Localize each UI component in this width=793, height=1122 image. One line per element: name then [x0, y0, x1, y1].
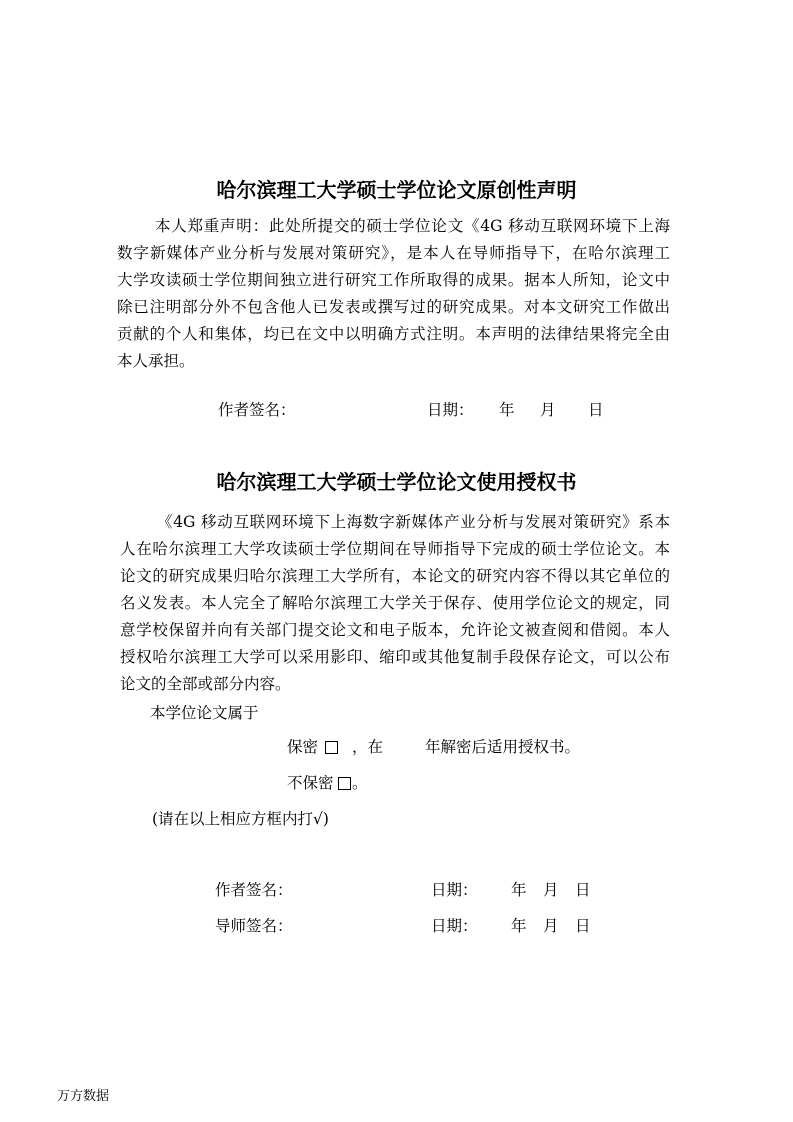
year-label: 年 — [499, 401, 515, 419]
year-label: 年 — [511, 917, 527, 935]
belongs-label: 本学位论文属于 — [150, 704, 259, 722]
year-label: 年 — [511, 881, 527, 899]
authorization-line: 论文的全部或部分内容。 — [120, 675, 291, 693]
month-label: 月 — [543, 917, 559, 935]
declaration-line: 数字新媒体产业分析与发展对策研究》，是本人在导师指导下，在哈尔滨理工 — [117, 244, 670, 262]
declaration-line: 本人郑重声明：此处所提交的硕士学位论文《4G 移动互联网环境下上海 — [155, 217, 670, 235]
authorization-line: 意学校保留并向有关部门提交论文和电子版本，允许论文被查阅和借阅。本人 — [120, 621, 670, 639]
day-label: 日 — [575, 917, 591, 935]
secret-tail-text: 年解密后适用授权书。 — [425, 738, 581, 756]
authorization-line: 授权哈尔滨理工大学可以采用影印、缩印或其他复制手段保存论文，可以公布 — [120, 648, 670, 666]
declaration-title: 哈尔滨理工大学硕士学位论文原创性声明 — [216, 178, 577, 202]
authorization-line: 《4G 移动互联网环境下上海数字新媒体产业分析与发展对策研究》系本 — [157, 513, 670, 531]
author-signature-label: 作者签名： — [215, 881, 293, 899]
instruction-text: (请在以上相应方框内打√) — [152, 810, 329, 828]
nonsecret-tail: 。 — [352, 774, 368, 792]
month-label: 月 — [540, 401, 556, 419]
authorization-line: 论文的研究成果归哈尔滨理工大学所有，本论文的研究内容不得以其它单位的 — [120, 567, 670, 585]
authorization-title: 哈尔滨理工大学硕士学位论文使用授权书 — [216, 470, 577, 494]
secret-checkbox[interactable] — [325, 741, 338, 754]
secret-mid-text: ，在 — [352, 738, 384, 756]
month-label: 月 — [543, 881, 559, 899]
day-label: 日 — [588, 401, 604, 419]
date-label: 日期： — [431, 881, 478, 899]
date-label: 日期： — [431, 917, 478, 935]
declaration-line: 本人承担。 — [117, 352, 195, 370]
author-signature-label: 作者签名： — [218, 401, 296, 419]
authorization-line: 名义发表。本人完全了解哈尔滨理工大学关于保存、使用学位论文的规定，同 — [120, 594, 670, 612]
day-label: 日 — [575, 881, 591, 899]
advisor-signature-label: 导师签名： — [215, 917, 293, 935]
footer-watermark: 万方数据 — [57, 1089, 110, 1104]
declaration-line: 大学攻读硕士学位期间独立进行研究工作所取得的成果。据本人所知，论文中 — [117, 271, 670, 289]
date-label: 日期： — [427, 401, 474, 419]
authorization-line: 人在哈尔滨理工大学攻读硕士学位期间在导师指导下完成的硕士学位论文。本 — [120, 540, 670, 558]
declaration-line: 除已注明部分外不包含他人已发表或撰写过的研究成果。对本文研究工作做出 — [117, 298, 670, 316]
nonsecret-checkbox[interactable] — [338, 777, 351, 790]
nonsecret-label: 不保密 — [287, 774, 334, 792]
declaration-line: 贡献的个人和集体，均已在文中以明确方式注明。本声明的法律结果将完全由 — [117, 325, 670, 343]
secret-label: 保密 — [287, 738, 319, 756]
